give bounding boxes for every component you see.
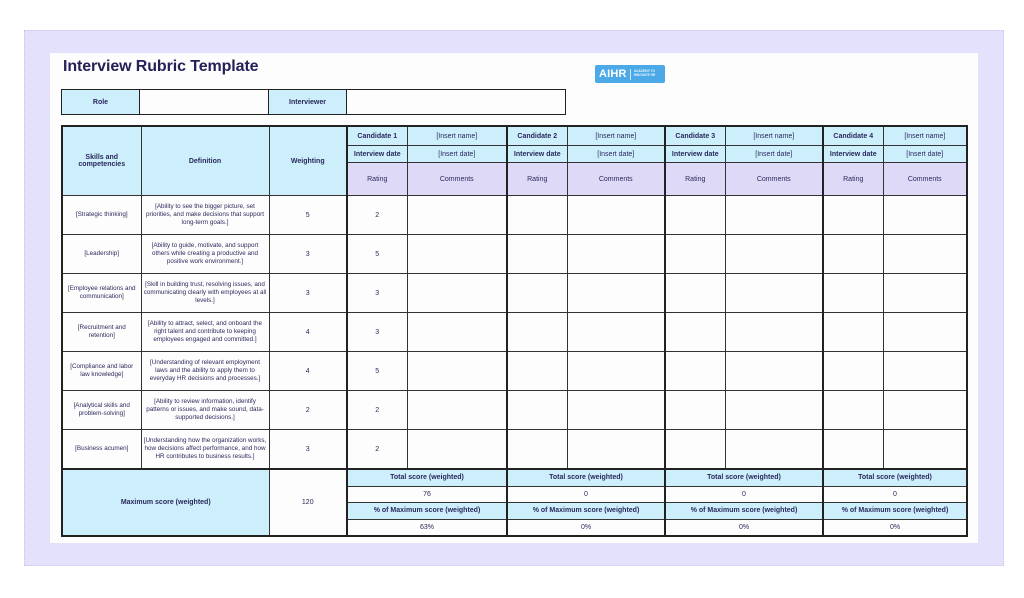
candidate-3-rating-header: Rating: [665, 163, 725, 196]
role-label: Role: [62, 90, 140, 115]
candidate-1-comment-cell[interactable]: [407, 274, 507, 313]
candidate-2-rating-cell[interactable]: [507, 391, 567, 430]
definition-cell[interactable]: [Ability to guide, motivate, and support others while creating a productive and positive work environment.]: [141, 235, 269, 274]
header-skills: Skills and competencies: [62, 126, 141, 196]
header-row-candidate: [62, 126, 967, 146]
candidate-1-total-value: 76: [347, 486, 507, 503]
candidate-1-rating-cell[interactable]: 5: [347, 235, 407, 274]
candidate-1-percent-label: % of Maximum score (weighted): [347, 503, 507, 520]
skill-cell[interactable]: [Analytical skills and problem-solving]: [62, 391, 141, 430]
candidate-1-rating-header: Rating: [347, 163, 407, 196]
candidate-1-comment-cell[interactable]: [407, 313, 507, 352]
candidate-2-rating-cell[interactable]: [507, 235, 567, 274]
candidate-2-percent-label: % of Maximum score (weighted): [507, 503, 665, 520]
candidate-2-comment-cell[interactable]: [567, 313, 665, 352]
table-row: [62, 430, 967, 470]
candidate-2-rating-cell[interactable]: [507, 430, 567, 470]
candidate-4-date-label: Interview date: [823, 146, 883, 163]
header-weighting: Weighting: [269, 126, 347, 196]
candidate-4-comment-cell[interactable]: [883, 235, 967, 274]
skill-cell[interactable]: [Recruitment and retention]: [62, 313, 141, 352]
candidate-3-rating-cell[interactable]: [665, 196, 725, 235]
candidate-2-comments-header: Comments: [567, 163, 665, 196]
candidate-3-name-field[interactable]: [Insert name]: [725, 126, 823, 146]
rubric-table: [61, 125, 968, 537]
candidate-2-comment-cell[interactable]: [567, 235, 665, 274]
candidate-1-comment-cell[interactable]: [407, 196, 507, 235]
candidate-1-comment-cell[interactable]: [407, 391, 507, 430]
table-row: [62, 313, 967, 352]
candidate-2-name-field[interactable]: [Insert name]: [567, 126, 665, 146]
weighting-cell[interactable]: 4: [269, 313, 347, 352]
candidate-1-rating-cell[interactable]: 3: [347, 313, 407, 352]
table-row: [62, 352, 967, 391]
candidate-1-total-label: Total score (weighted): [347, 469, 507, 486]
table-row: [62, 235, 967, 274]
weighting-cell[interactable]: 5: [269, 196, 347, 235]
candidate-3-label: Candidate 3: [665, 126, 725, 146]
candidate-3-comments-header: Comments: [725, 163, 823, 196]
candidate-2-rating-header: Rating: [507, 163, 567, 196]
candidate-1-name-field[interactable]: [Insert name]: [407, 126, 507, 146]
candidate-3-percent-label: % of Maximum score (weighted): [665, 503, 823, 520]
candidate-3-rating-cell[interactable]: [665, 430, 725, 470]
candidate-1-percent-value: 63%: [347, 519, 507, 536]
candidate-3-comment-cell[interactable]: [725, 196, 823, 235]
candidate-2-date-field[interactable]: [Insert date]: [567, 146, 665, 163]
candidate-2-rating-cell[interactable]: [507, 352, 567, 391]
weighting-cell[interactable]: 3: [269, 430, 347, 470]
candidate-4-total-label: Total score (weighted): [823, 469, 967, 486]
candidate-3-comment-cell[interactable]: [725, 352, 823, 391]
skill-cell[interactable]: [Leadership]: [62, 235, 141, 274]
candidate-4-rating-cell[interactable]: [823, 430, 883, 470]
definition-cell[interactable]: [Understanding of relevant employment laws and the ability to apply them to everyday HR decisions and processes.]: [141, 352, 269, 391]
candidate-4-comment-cell[interactable]: [883, 274, 967, 313]
candidate-1-label: Candidate 1: [347, 126, 407, 146]
weighting-cell[interactable]: 3: [269, 235, 347, 274]
candidate-2-rating-cell[interactable]: [507, 313, 567, 352]
table-row: [62, 274, 967, 313]
candidate-4-total-value: 0: [823, 486, 967, 503]
candidate-3-date-label: Interview date: [665, 146, 725, 163]
candidate-2-comment-cell[interactable]: [567, 430, 665, 470]
weighting-cell[interactable]: 4: [269, 352, 347, 391]
candidate-1-comment-cell[interactable]: [407, 235, 507, 274]
candidate-1-rating-cell[interactable]: 5: [347, 352, 407, 391]
definition-cell[interactable]: [Ability to attract, select, and onboard the right talent and contribute to keeping employees engaged and committed.]: [141, 313, 269, 352]
candidate-3-rating-cell[interactable]: [665, 313, 725, 352]
role-field[interactable]: [140, 90, 269, 115]
candidate-4-comment-cell[interactable]: [883, 196, 967, 235]
candidate-2-total-value: 0: [507, 486, 665, 503]
skill-cell[interactable]: [Strategic thinking]: [62, 196, 141, 235]
candidate-4-rating-cell[interactable]: [823, 274, 883, 313]
skill-cell[interactable]: [Employee relations and communication]: [62, 274, 141, 313]
candidate-1-comment-cell[interactable]: [407, 352, 507, 391]
candidate-4-rating-cell[interactable]: [823, 196, 883, 235]
candidate-4-comment-cell[interactable]: [883, 391, 967, 430]
candidate-1-rating-cell[interactable]: 2: [347, 196, 407, 235]
candidate-3-rating-cell[interactable]: [665, 391, 725, 430]
candidate-3-rating-cell[interactable]: [665, 235, 725, 274]
candidate-2-rating-cell[interactable]: [507, 274, 567, 313]
definition-cell[interactable]: [Skill in building trust, resolving issues, and communicating clearly with employees at all levels.]: [141, 274, 269, 313]
candidate-2-comment-cell[interactable]: [567, 352, 665, 391]
candidate-3-comment-cell[interactable]: [725, 430, 823, 470]
candidate-3-date-field[interactable]: [Insert date]: [725, 146, 823, 163]
candidate-4-comment-cell[interactable]: [883, 352, 967, 391]
candidate-2-label: Candidate 2: [507, 126, 567, 146]
candidate-3-comment-cell[interactable]: [725, 313, 823, 352]
candidate-3-total-label: Total score (weighted): [665, 469, 823, 486]
candidate-4-rating-cell[interactable]: [823, 352, 883, 391]
candidate-4-comments-header: Comments: [883, 163, 967, 196]
candidate-4-percent-label: % of Maximum score (weighted): [823, 503, 967, 520]
candidate-3-comment-cell[interactable]: [725, 391, 823, 430]
logo-mark: AIHR: [599, 68, 627, 80]
interviewer-label: Interviewer: [269, 90, 347, 115]
interviewer-field[interactable]: [347, 90, 566, 115]
header-fields-table: [61, 89, 566, 115]
candidate-3-percent-value: 0%: [665, 519, 823, 536]
candidate-1-comments-header: Comments: [407, 163, 507, 196]
candidate-1-date-field[interactable]: [Insert date]: [407, 146, 507, 163]
candidate-2-comment-cell[interactable]: [567, 391, 665, 430]
candidate-1-rating-cell[interactable]: 2: [347, 430, 407, 470]
candidate-3-comment-cell[interactable]: [725, 274, 823, 313]
candidate-4-rating-cell[interactable]: [823, 313, 883, 352]
candidate-2-percent-value: 0%: [507, 519, 665, 536]
candidate-4-rating-cell[interactable]: [823, 235, 883, 274]
candidate-4-comment-cell[interactable]: [883, 430, 967, 470]
candidate-3-rating-cell[interactable]: [665, 274, 725, 313]
skill-cell[interactable]: [Business acumen]: [62, 430, 141, 470]
weighting-cell[interactable]: 3: [269, 274, 347, 313]
candidate-1-rating-cell[interactable]: 3: [347, 274, 407, 313]
candidate-2-comment-cell[interactable]: [567, 196, 665, 235]
table-row: [62, 196, 967, 235]
definition-cell[interactable]: [Ability to review information, identify patterns or issues, and make sound, data-supported decisions.]: [141, 391, 269, 430]
definition-cell[interactable]: [Ability to see the bigger picture, set priorities, and make decisions that support long-term goals.]: [141, 196, 269, 235]
weighting-cell[interactable]: 2: [269, 391, 347, 430]
candidate-4-rating-header: Rating: [823, 163, 883, 196]
candidate-1-date-label: Interview date: [347, 146, 407, 163]
candidate-4-label: Candidate 4: [823, 126, 883, 146]
candidate-2-date-label: Interview date: [507, 146, 567, 163]
candidate-1-comment-cell[interactable]: [407, 430, 507, 470]
candidate-2-total-label: Total score (weighted): [507, 469, 665, 486]
candidate-3-rating-cell[interactable]: [665, 352, 725, 391]
table-row: [62, 391, 967, 430]
candidate-2-rating-cell[interactable]: [507, 196, 567, 235]
logo-divider: [630, 69, 631, 80]
page-title: Interview Rubric Template: [63, 58, 259, 75]
candidate-4-rating-cell[interactable]: [823, 391, 883, 430]
max-score-value: 120: [269, 469, 347, 536]
skill-cell[interactable]: [Compliance and labor law knowledge]: [62, 352, 141, 391]
max-score-label: Maximum score (weighted): [62, 469, 269, 536]
header-definition: Definition: [141, 126, 269, 196]
candidate-2-comment-cell[interactable]: [567, 274, 665, 313]
definition-cell[interactable]: [Understanding how the organization works, how decisions affect performance, and how HR contributes to business results.]: [141, 430, 269, 470]
aihr-logo: [595, 65, 665, 83]
candidate-4-comment-cell[interactable]: [883, 313, 967, 352]
candidate-1-rating-cell[interactable]: 2: [347, 391, 407, 430]
candidate-3-comment-cell[interactable]: [725, 235, 823, 274]
candidate-4-name-field[interactable]: [Insert name]: [883, 126, 967, 146]
footer-row-total-label: [62, 469, 967, 486]
candidate-4-date-field[interactable]: [Insert date]: [883, 146, 967, 163]
candidate-3-total-value: 0: [665, 486, 823, 503]
candidate-4-percent-value: 0%: [823, 519, 967, 536]
logo-tagline: ACADEMY TO INNOVATE HR: [633, 69, 656, 77]
